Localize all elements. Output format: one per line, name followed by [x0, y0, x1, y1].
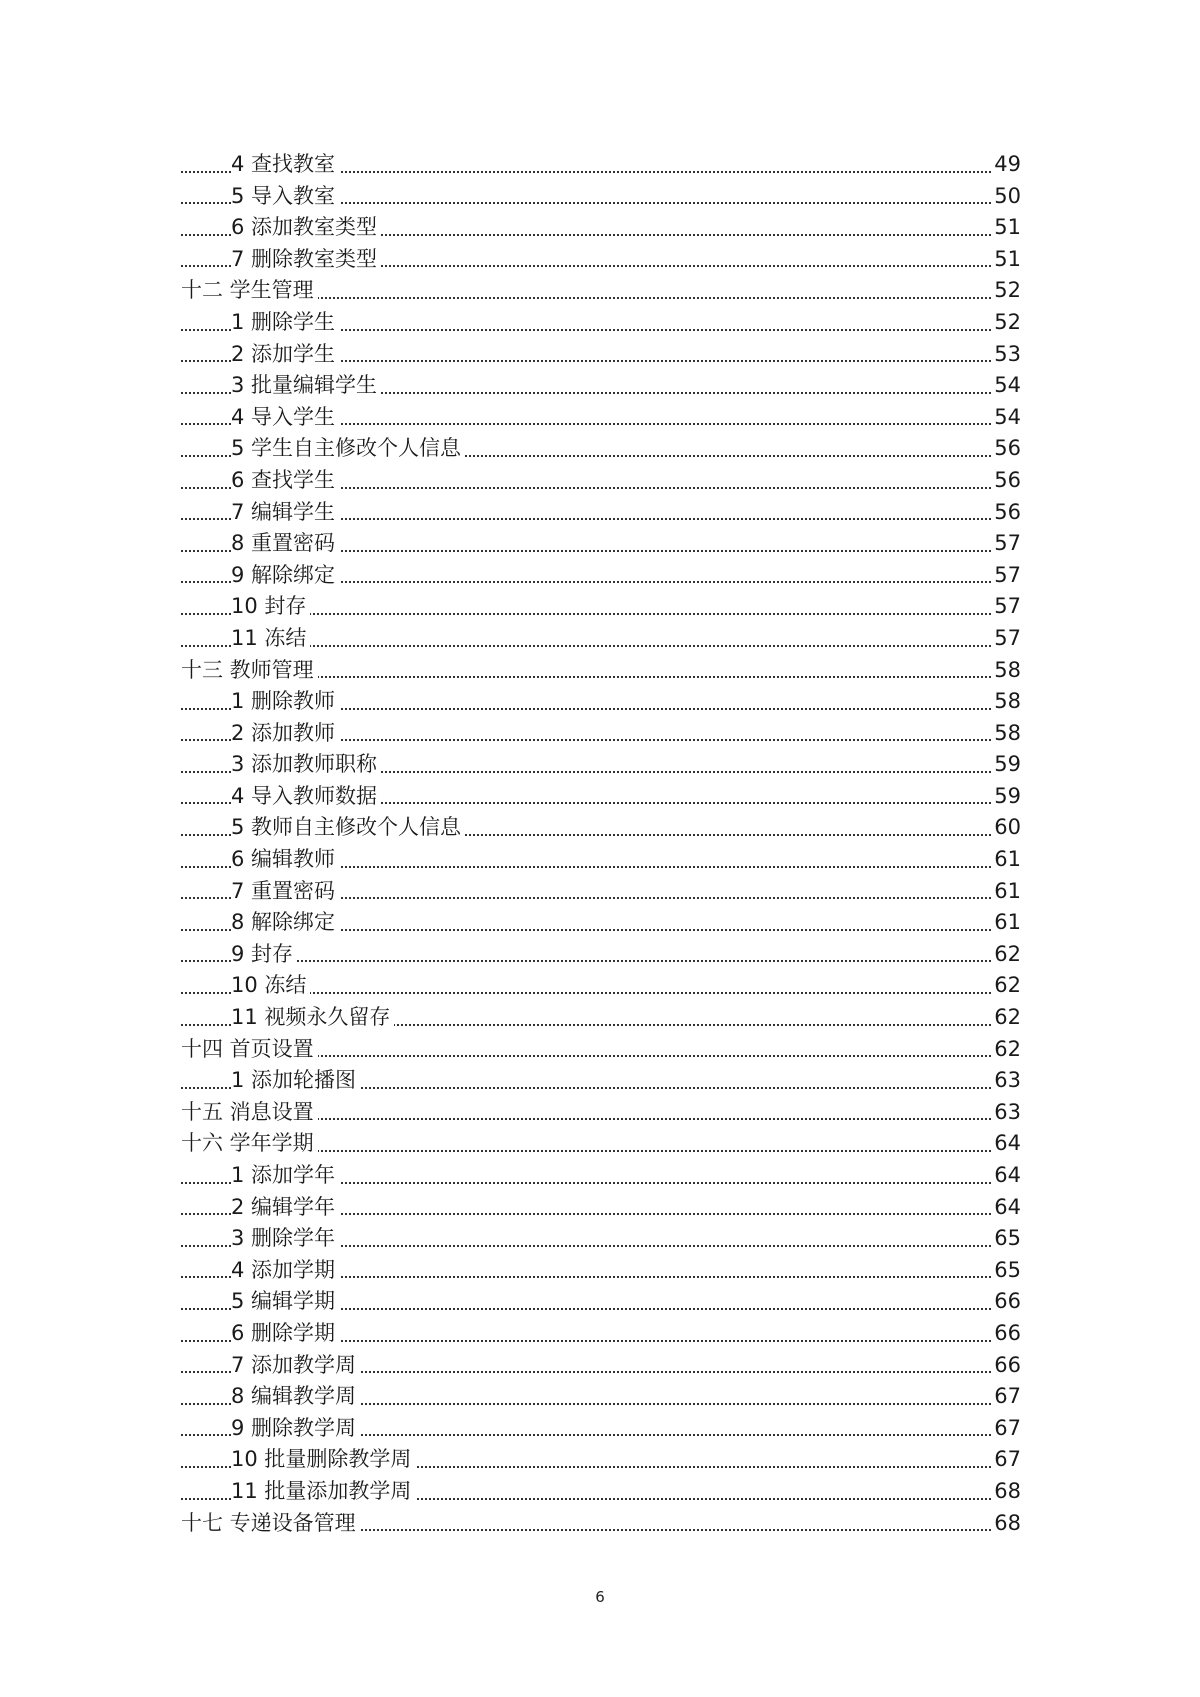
toc-entry-title: 十四 首页设置	[181, 1037, 318, 1061]
toc-entry-page: 68	[992, 1476, 1021, 1508]
toc-section-entry[interactable]	[181, 655, 1021, 687]
toc-section-entry[interactable]	[181, 1097, 1021, 1129]
toc-section-entry[interactable]	[181, 1508, 1021, 1540]
toc-subsection-entry[interactable]	[181, 1476, 1021, 1508]
toc-entry-title: 4 导入学生	[231, 405, 339, 429]
toc-entry-title: 2 添加教师	[231, 721, 339, 745]
toc-entry-title: 5 学生自主修改个人信息	[231, 436, 465, 460]
toc-entry-page: 65	[992, 1255, 1021, 1287]
toc-entry-page: 53	[992, 339, 1021, 371]
toc-section-entry[interactable]	[181, 275, 1021, 307]
toc-entry-page: 57	[992, 560, 1021, 592]
toc-entry-page: 61	[992, 907, 1021, 939]
toc-subsection-entry[interactable]	[181, 1444, 1021, 1476]
toc-subsection-entry[interactable]	[181, 1350, 1021, 1382]
toc-entry-title: 8 解除绑定	[231, 910, 339, 934]
toc-subsection-entry[interactable]	[181, 307, 1021, 339]
toc-subsection-entry[interactable]	[181, 433, 1021, 465]
toc-subsection-entry[interactable]	[181, 939, 1021, 971]
toc-entry-title: 十二 学生管理	[181, 278, 318, 302]
toc-entry-page: 67	[992, 1381, 1021, 1413]
toc-entry-page: 57	[992, 591, 1021, 623]
toc-subsection-entry[interactable]	[181, 1002, 1021, 1034]
toc-entry-page: 50	[992, 181, 1021, 213]
toc-entry-page: 63	[992, 1097, 1021, 1129]
toc-entry-title: 1 添加学年	[231, 1163, 339, 1187]
toc-subsection-entry[interactable]	[181, 1065, 1021, 1097]
toc-subsection-entry[interactable]	[181, 181, 1021, 213]
toc-subsection-entry[interactable]	[181, 686, 1021, 718]
toc-subsection-entry[interactable]	[181, 844, 1021, 876]
toc-subsection-entry[interactable]	[181, 528, 1021, 560]
toc-subsection-entry[interactable]	[181, 970, 1021, 1002]
toc-entry-page: 54	[992, 370, 1021, 402]
toc-entry-page: 64	[992, 1192, 1021, 1224]
toc-entry-title: 3 添加教师职称	[231, 752, 381, 776]
table-of-contents	[181, 149, 1021, 1539]
toc-entry-title: 6 编辑教师	[231, 847, 339, 871]
toc-section-entry[interactable]	[181, 1034, 1021, 1066]
toc-entry-page: 59	[992, 749, 1021, 781]
page-number: 6	[595, 1588, 605, 1606]
toc-entry-page: 60	[992, 812, 1021, 844]
toc-subsection-entry[interactable]	[181, 1223, 1021, 1255]
toc-entry-page: 51	[992, 244, 1021, 276]
toc-entry-page: 56	[992, 497, 1021, 529]
toc-subsection-entry[interactable]	[181, 149, 1021, 181]
toc-subsection-entry[interactable]	[181, 1160, 1021, 1192]
toc-entry-title: 1 添加轮播图	[231, 1068, 360, 1092]
toc-entry-page: 58	[992, 655, 1021, 687]
toc-entry-title: 5 编辑学期	[231, 1289, 339, 1313]
toc-entry-page: 51	[992, 212, 1021, 244]
toc-subsection-entry[interactable]	[181, 1255, 1021, 1287]
toc-entry-page: 65	[992, 1223, 1021, 1255]
toc-entry-title: 11 冻结	[231, 626, 310, 650]
toc-entry-page: 63	[992, 1065, 1021, 1097]
toc-entry-title: 十六 学年学期	[181, 1131, 318, 1155]
toc-entry-title: 5 教师自主修改个人信息	[231, 815, 465, 839]
toc-subsection-entry[interactable]	[181, 497, 1021, 529]
toc-entry-page: 66	[992, 1318, 1021, 1350]
toc-entry-title: 4 查找教室	[231, 152, 339, 176]
toc-section-entry[interactable]	[181, 1128, 1021, 1160]
toc-entry-title: 11 批量添加教学周	[231, 1479, 415, 1503]
toc-entry-title: 11 视频永久留存	[231, 1005, 394, 1029]
toc-entry-page: 62	[992, 939, 1021, 971]
toc-subsection-entry[interactable]	[181, 370, 1021, 402]
toc-entry-page: 58	[992, 718, 1021, 750]
toc-entry-page: 68	[992, 1508, 1021, 1540]
toc-entry-title: 10 封存	[231, 594, 310, 618]
toc-entry-page: 52	[992, 275, 1021, 307]
toc-entry-title: 7 添加教学周	[231, 1353, 360, 1377]
toc-entry-title: 十七 专递设备管理	[181, 1511, 360, 1535]
toc-entry-title: 9 删除教学周	[231, 1416, 360, 1440]
toc-entry-title: 2 编辑学年	[231, 1195, 339, 1219]
toc-entry-title: 3 删除学年	[231, 1226, 339, 1250]
toc-subsection-entry[interactable]	[181, 623, 1021, 655]
toc-entry-title: 7 编辑学生	[231, 500, 339, 524]
toc-entry-title: 7 删除教室类型	[231, 247, 381, 271]
toc-entry-title: 6 查找学生	[231, 468, 339, 492]
toc-entry-title: 9 封存	[231, 942, 297, 966]
toc-entry-page: 56	[992, 465, 1021, 497]
toc-entry-title: 4 添加学期	[231, 1258, 339, 1282]
toc-entry-page: 62	[992, 1002, 1021, 1034]
toc-entry-title: 6 添加教室类型	[231, 215, 381, 239]
toc-entry-page: 64	[992, 1160, 1021, 1192]
toc-entry-title: 10 批量删除教学周	[231, 1447, 415, 1471]
toc-subsection-entry[interactable]	[181, 907, 1021, 939]
toc-entry-page: 66	[992, 1350, 1021, 1382]
toc-entry-title: 十五 消息设置	[181, 1100, 318, 1124]
toc-entry-title: 10 冻结	[231, 973, 310, 997]
toc-entry-title: 4 导入教师数据	[231, 784, 381, 808]
toc-subsection-entry[interactable]	[181, 244, 1021, 276]
toc-entry-page: 67	[992, 1413, 1021, 1445]
toc-subsection-entry[interactable]	[181, 718, 1021, 750]
toc-entry-page: 67	[992, 1444, 1021, 1476]
toc-entry-title: 3 批量编辑学生	[231, 373, 381, 397]
toc-entry-page: 61	[992, 876, 1021, 908]
toc-subsection-entry[interactable]	[181, 876, 1021, 908]
toc-entry-title: 2 添加学生	[231, 342, 339, 366]
toc-entry-page: 58	[992, 686, 1021, 718]
toc-entry-page: 56	[992, 433, 1021, 465]
toc-entry-title: 十三 教师管理	[181, 658, 318, 682]
toc-subsection-entry[interactable]	[181, 465, 1021, 497]
toc-entry-page: 52	[992, 307, 1021, 339]
toc-subsection-entry[interactable]	[181, 339, 1021, 371]
toc-entry-title: 7 重置密码	[231, 879, 339, 903]
toc-entry-title: 8 编辑教学周	[231, 1384, 360, 1408]
toc-entry-page: 62	[992, 1034, 1021, 1066]
toc-subsection-entry[interactable]	[181, 212, 1021, 244]
toc-entry-page: 57	[992, 623, 1021, 655]
toc-subsection-entry[interactable]	[181, 1381, 1021, 1413]
toc-entry-title: 1 删除学生	[231, 310, 339, 334]
toc-entry-page: 66	[992, 1286, 1021, 1318]
toc-entry-page: 59	[992, 781, 1021, 813]
toc-entry-page: 64	[992, 1128, 1021, 1160]
toc-entry-page: 62	[992, 970, 1021, 1002]
toc-entry-page: 54	[992, 402, 1021, 434]
toc-entry-title: 6 删除学期	[231, 1321, 339, 1345]
toc-subsection-entry[interactable]	[181, 560, 1021, 592]
toc-entry-page: 49	[992, 149, 1021, 181]
toc-entry-page: 57	[992, 528, 1021, 560]
toc-subsection-entry[interactable]	[181, 1192, 1021, 1224]
toc-subsection-entry[interactable]	[181, 1413, 1021, 1445]
toc-entry-title: 9 解除绑定	[231, 563, 339, 587]
toc-entry-page: 61	[992, 844, 1021, 876]
toc-subsection-entry[interactable]	[181, 402, 1021, 434]
toc-subsection-entry[interactable]	[181, 1286, 1021, 1318]
toc-subsection-entry[interactable]	[181, 1318, 1021, 1350]
toc-entry-title: 5 导入教室	[231, 184, 339, 208]
toc-subsection-entry[interactable]	[181, 812, 1021, 844]
toc-subsection-entry[interactable]	[181, 749, 1021, 781]
toc-subsection-entry[interactable]	[181, 591, 1021, 623]
toc-subsection-entry[interactable]	[181, 781, 1021, 813]
toc-entry-title: 8 重置密码	[231, 531, 339, 555]
toc-entry-title: 1 删除教师	[231, 689, 339, 713]
